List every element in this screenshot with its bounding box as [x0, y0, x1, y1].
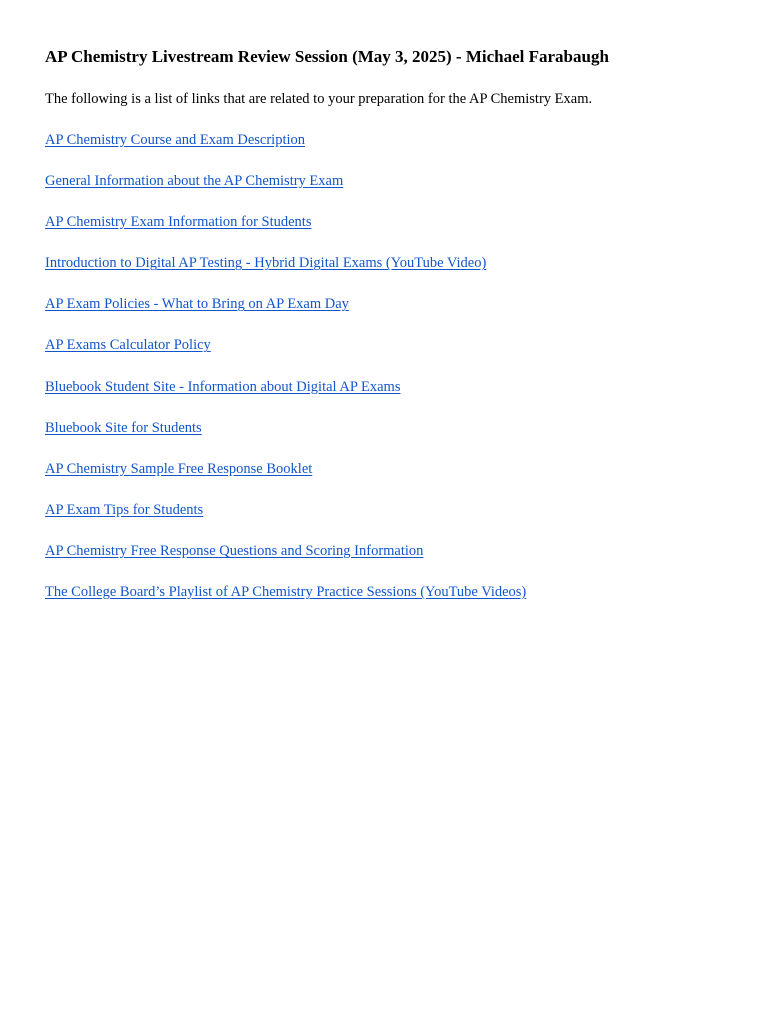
intro-paragraph: The following is a list of links that are related to your preparation for the AP Chemistry Exam.	[45, 91, 593, 107]
link-calculator-policy[interactable]: AP Exams Calculator Policy	[45, 337, 211, 354]
link-exam-policies[interactable]: AP Exam Policies - What to Bring on AP Exam Day	[45, 296, 349, 313]
link-list	[45, 131, 526, 624]
list-item	[45, 378, 526, 419]
list-item	[45, 419, 526, 460]
list-item	[45, 542, 526, 583]
link-general-exam-info[interactable]: General Information about the AP Chemistry Exam	[45, 173, 344, 190]
link-frq-scoring-info[interactable]: AP Chemistry Free Response Questions and Scoring Information	[45, 542, 424, 559]
link-exam-info-students[interactable]: AP Chemistry Exam Information for Students	[45, 214, 312, 231]
list-item	[45, 213, 526, 254]
link-bluebook-site[interactable]: Bluebook Site for Students	[45, 419, 202, 436]
link-digital-testing-video[interactable]: Introduction to Digital AP Testing - Hybrid Digital Exams (YouTube Video)	[45, 255, 487, 272]
page-title: AP Chemistry Livestream Review Session (May 3, 2025) - Michael Farabaugh	[45, 47, 609, 66]
link-exam-tips[interactable]: AP Exam Tips for Students	[45, 501, 204, 518]
list-item	[45, 172, 526, 213]
link-bluebook-student-site[interactable]: Bluebook Student Site - Information about Digital AP Exams	[45, 378, 401, 395]
list-item	[45, 131, 526, 172]
list-item	[45, 254, 526, 295]
link-course-exam-description[interactable]: AP Chemistry Course and Exam Description	[45, 132, 306, 148]
list-item	[45, 295, 526, 336]
list-item	[45, 460, 526, 501]
list-item	[45, 583, 526, 624]
link-sample-frq-booklet[interactable]: AP Chemistry Sample Free Response Booklet	[45, 460, 313, 477]
list-item	[45, 336, 526, 377]
link-practice-sessions-playlist[interactable]: The College Board’s Playlist of AP Chemistry Practice Sessions (YouTube Videos)	[45, 584, 527, 601]
list-item	[45, 501, 526, 542]
